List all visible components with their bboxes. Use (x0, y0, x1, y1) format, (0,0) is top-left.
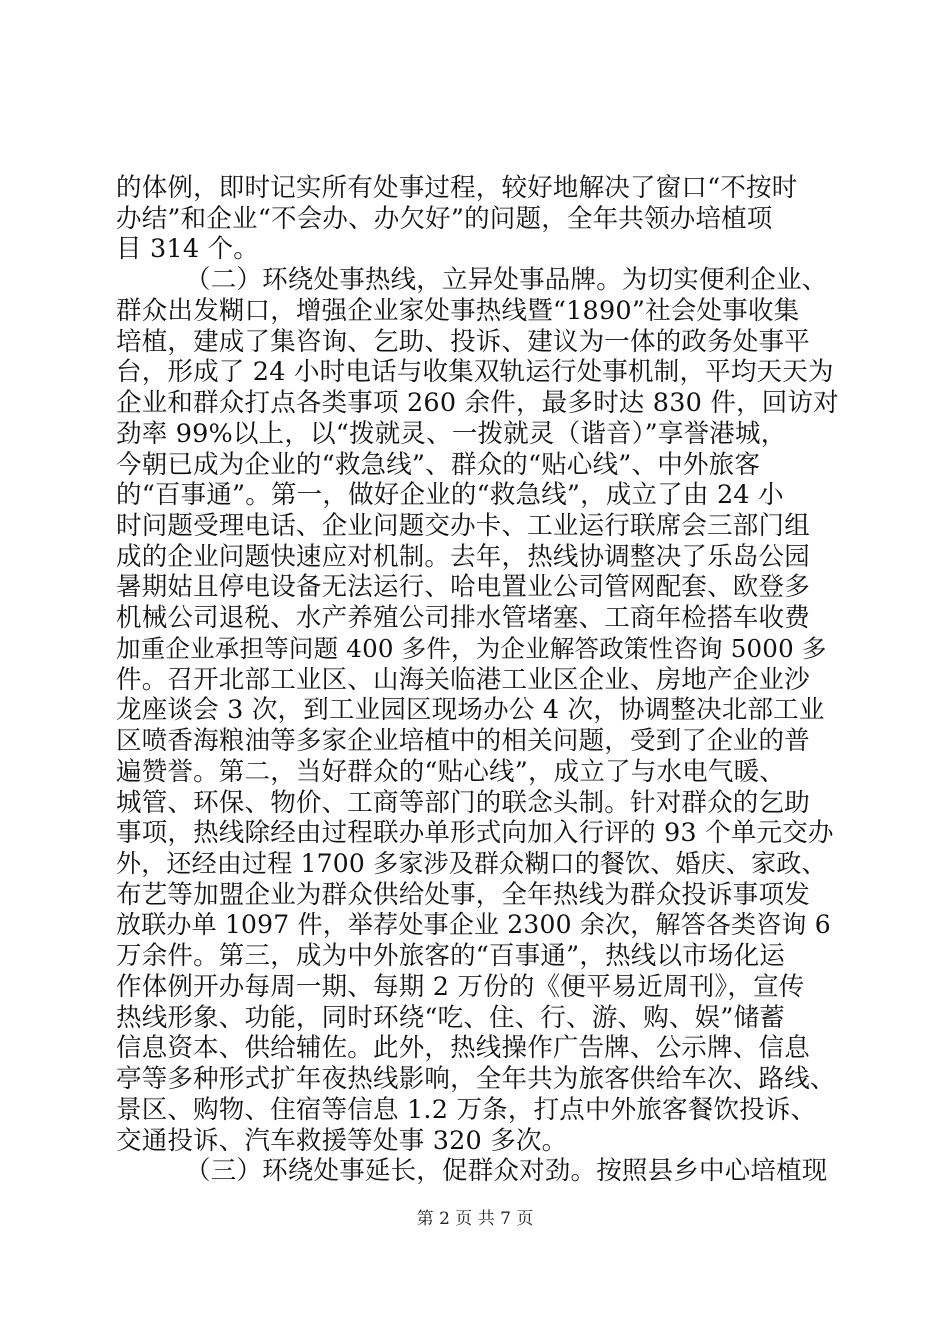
text-line: 群众出发糊口，增强企业家处事热线暨“1890”社会处事收集 (116, 295, 800, 326)
text-line: 事项，热线除经由过程联办单形式向加入行评的 93 个单元交办 (116, 818, 834, 849)
text-line: 的“百事通”。第一，做好企业的“救急线”，成立了由 24 小 (116, 480, 784, 511)
text-line: 培植，建成了集咨询、乞助、投诉、建议为一体的政务处事平 (116, 326, 810, 357)
text-line: 加重企业承担等问题 400 多件，为企业解答政策性咨询 5000 多 (116, 633, 827, 663)
text-line: 作体例开办每周一期、每期 2 万份的《便平易近周刊》，宣传 (116, 971, 805, 1002)
text-line: 机械公司退税、水产养殖公司排水管堵塞、工商年检搭车收费 (116, 603, 810, 634)
text-line: 企业和群众打点各类事项 260 余件，最多时达 830 件，回访对 (116, 388, 839, 419)
text-line: 遍赞誉。第二，当好群众的“贴心线”，成立了与水电气暖、 (116, 756, 785, 787)
text-line: 放联办单 1097 件，举荐处事企业 2300 余次，解答各类咨询 6 (116, 910, 831, 940)
paragraph-heading-3: （三）环绕处事延长，促群众对劲。按照县乡中心培植现 (185, 1156, 828, 1187)
text-line: 今朝已成为企业的“救急线”、群众的“贴心线”、中外旅客 (116, 449, 761, 480)
text-line: 亭等多种形式扩年夜热线影响，全年共为旅客供给车次、路线、 (116, 1064, 836, 1095)
text-line: 成的企业问题快速应对机制。去年，热线协调整决了乐岛公园 (116, 541, 810, 572)
text-line: 台，形成了 24 小时电话与收集双轨运行处事机制，平均天天为 (116, 357, 834, 388)
text-line: 热线形象、功能，同时环绕“吃、住、行、游、购、娱”储蓄 (116, 1002, 785, 1033)
text-line: 时问题受理电话、企业问题交办卡、工业运行联席会三部门组 (116, 511, 810, 541)
page-number-footer: 第 2 页 共 7 页 (416, 1209, 534, 1229)
text-line: 外，还经由过程 1700 多家涉及群众糊口的餐饮、婚庆、家政、 (116, 849, 827, 878)
text-line: 万余件。第三，成为中外旅客的“百事通”，热线以市场化运 (116, 941, 785, 972)
text-line: 件。召开北部工业区、山海关临港工业区企业、房地产企业沙 (116, 664, 810, 695)
text-line: 暑期姑且停电设备无法运行、哈电置业公司管网配套、欧登多 (116, 572, 810, 603)
text-line: 景区、购物、住宿等信息 1.2 万条，打点中外旅客餐饮投诉、 (116, 1094, 817, 1125)
text-line: 目 314 个。 (116, 234, 259, 265)
text-line: 城管、环保、物价、工商等部门的联念头制。针对群众的乞助 (116, 787, 810, 818)
text-line: 办结”和企业“不会办、办欠好”的问题，全年共领办培植项 (116, 203, 773, 234)
text-line: 信息资本、供给辅佐。此外，热线操作广告牌、公示牌、信息 (116, 1033, 810, 1064)
text-line: 劲率 99%以上，以“拨就灵、一拨就灵（谐音）”享誉港城， (116, 418, 787, 449)
text-line: 布艺等加盟企业为群众供给处事，全年热线为群众投诉事项发 (116, 879, 810, 910)
text-line: 的体例，即时记实所有处事过程，较好地解决了窗口“不按时 (116, 173, 798, 203)
paragraph-heading-2: （二）环绕处事热线，立异处事品牌。为切实便利企业、 (185, 265, 828, 296)
text-line: 交通投诉、汽车救援等处事 320 多次。 (116, 1125, 568, 1156)
text-line: 龙座谈会 3 次，到工业园区现场办公 4 次，协调整决北部工业 (116, 695, 825, 726)
text-line: 区喷香海粮油等多家企业培植中的相关问题，受到了企业的普 (116, 726, 810, 757)
